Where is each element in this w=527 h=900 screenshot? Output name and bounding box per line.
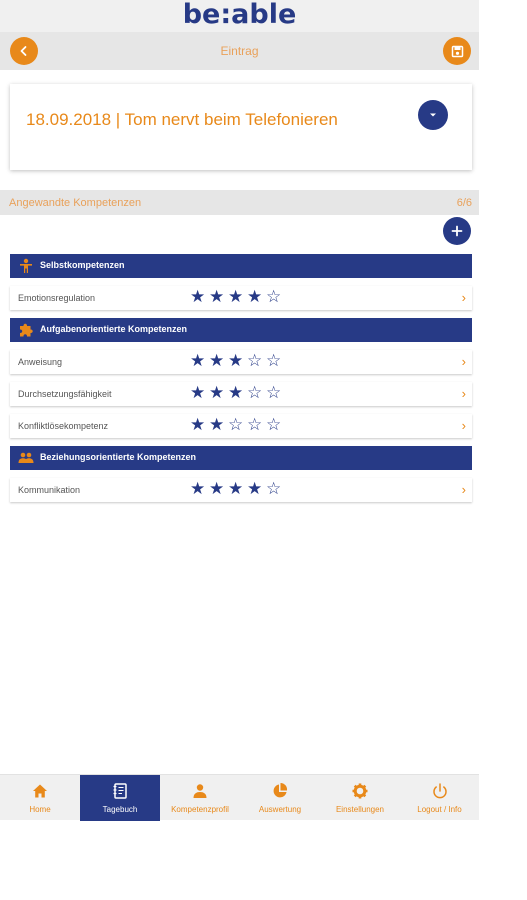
star-empty-icon: ☆ [266,351,283,370]
bottom-tab-bar [0,774,479,820]
people-icon [18,450,34,466]
chevron-down-icon [428,110,438,120]
competency-row-kommunikation[interactable] [10,478,472,502]
tab-tagebuch[interactable] [80,775,160,821]
plus-icon [451,225,463,237]
star-rating [190,416,285,434]
star-filled-icon: ★ [190,383,207,402]
navigation-bar [0,32,479,70]
competency-row-anweisung[interactable] [10,350,472,374]
save-button[interactable] [443,37,471,65]
star-rating [190,384,285,402]
star-filled-icon: ★ [209,479,226,498]
star-filled-icon: ★ [209,415,226,434]
competency-label: Konfliktlösekompetenz [18,421,109,431]
competency-row-durchsetzungsfaehigkeit[interactable] [10,382,472,406]
save-icon [451,45,464,58]
star-rating [190,288,285,306]
competency-row-emotionsregulation[interactable] [10,286,472,310]
logo-bar [0,0,479,32]
section-title: Angewandte Kompetenzen [9,197,142,209]
chevron-right-icon: › [461,290,466,305]
competencies-section-header [0,190,479,215]
tab-label: Home [29,805,51,814]
star-filled-icon: ★ [228,351,245,370]
competency-count: 6/6 [456,197,472,209]
puzzle-icon [18,322,34,338]
entry-card [10,84,472,170]
star-filled-icon: ★ [209,287,226,306]
chevron-right-icon: › [461,354,466,369]
star-empty-icon: ☆ [247,383,264,402]
competency-row-konfliktloesekompetenz[interactable] [10,414,472,438]
star-filled-icon: ★ [228,479,245,498]
tab-logout-info[interactable] [400,775,479,821]
star-empty-icon: ☆ [266,415,283,434]
page-title: Eintrag [220,44,259,58]
tab-auswertung[interactable] [240,775,320,821]
add-competency-button[interactable] [443,217,471,245]
star-empty-icon: ☆ [228,415,245,434]
star-rating [190,480,285,498]
entry-dropdown-button[interactable] [418,100,448,130]
star-filled-icon: ★ [247,479,264,498]
star-filled-icon: ★ [190,287,207,306]
star-rating [190,352,285,370]
person-icon [18,258,34,274]
profile-icon [191,782,209,800]
competency-label: Durchsetzungsfähigkeit [18,389,112,399]
star-filled-icon: ★ [190,415,207,434]
category-label: Beziehungsorientierte Kompetenzen [40,452,197,462]
star-filled-icon: ★ [228,383,245,402]
home-icon [31,782,49,800]
tab-label: Einstellungen [335,805,385,814]
star-filled-icon: ★ [209,383,226,402]
star-filled-icon: ★ [190,351,207,370]
diary-icon [111,782,129,800]
competency-label: Anweisung [18,357,63,367]
tab-label: Kompetenzprofil [171,805,229,814]
category-header-selbstkompetenzen [10,254,472,278]
app-logo: be:able [182,0,297,30]
star-empty-icon: ☆ [266,479,283,498]
star-empty-icon: ☆ [247,351,264,370]
chevron-right-icon: › [461,482,466,497]
tab-kompetenzprofil[interactable] [160,775,240,821]
chevron-right-icon: › [461,418,466,433]
star-filled-icon: ★ [190,479,207,498]
entry-title: 18.09.2018 | Tom nervt beim Telefonieren [26,110,338,129]
tab-label: Auswertung [258,805,302,814]
category-header-aufgabenorientierte [10,318,472,342]
tab-einstellungen[interactable] [320,775,400,821]
pie-chart-icon [271,782,289,800]
category-label: Aufgabenorientierte Kompetenzen [40,324,188,334]
star-empty-icon: ☆ [266,287,283,306]
category-label: Selbstkompetenzen [40,260,125,270]
star-filled-icon: ★ [247,287,264,306]
star-filled-icon: ★ [209,351,226,370]
competency-label: Emotionsregulation [18,293,96,303]
star-filled-icon: ★ [228,287,245,306]
power-icon [431,782,449,800]
tab-home[interactable] [0,775,80,821]
tab-label: Tagebuch [102,805,138,814]
chevron-right-icon: › [461,386,466,401]
category-header-beziehungsorientierte [10,446,472,470]
star-empty-icon: ☆ [247,415,264,434]
star-empty-icon: ☆ [266,383,283,402]
competency-label: Kommunikation [18,485,81,495]
tab-label: Logout / Info [417,805,462,814]
gear-icon [351,782,369,800]
